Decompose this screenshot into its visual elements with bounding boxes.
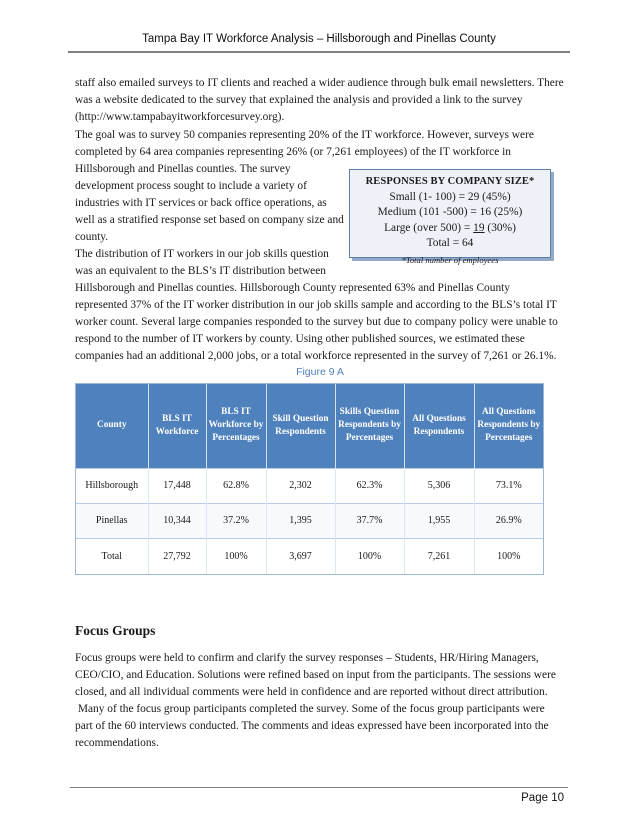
table-header-cell: All Questions Respondents by Percentages: [474, 384, 543, 468]
table-header-cell: BLS IT Workforce: [148, 384, 206, 468]
table-cell: 10,344: [148, 503, 206, 538]
callout-large-suffix: (30%): [484, 221, 516, 234]
table-cell: 5,306: [404, 468, 474, 503]
table-cell: 2,302: [266, 468, 335, 503]
section-heading-focus-groups: Focus Groups: [75, 623, 156, 638]
table-row: [76, 468, 543, 503]
table-cell: 100%: [474, 539, 543, 574]
table-cell: 27,792: [148, 539, 206, 574]
callout-title: RESPONSES BY COMPANY SIZE*: [365, 176, 535, 187]
table-cell: 17,448: [148, 468, 206, 503]
table-row: [76, 503, 543, 538]
table-header-cell: Skills Question Respondents by Percentages: [335, 384, 404, 468]
table-cell: 73.1%: [474, 468, 543, 503]
table-cell: Total: [76, 539, 148, 574]
paragraph-focus-groups: [75, 650, 565, 752]
table-cell: 37.2%: [206, 503, 266, 538]
table-header-row: [76, 384, 543, 468]
table-cell: 1,955: [404, 503, 474, 538]
table-header-cell: Skill Question Respondents: [266, 384, 335, 468]
footer-divider: [70, 787, 568, 788]
table-cell: 37.7%: [335, 503, 404, 538]
paragraph-survey-goal-continued: Hillsborough and Pinellas counties. The survey development process sought to include a variety of industries with IT services or back office operations, as well as a stratified response set based on company size and county.: [75, 163, 344, 243]
page-number: Page 10: [521, 792, 564, 804]
focus-text-part2: Many of the focus group participants completed the survey. Some of the focus group participants were part of the 60 interviews conducted. The comments and ideas expressed have been incorporated into the recommendations.: [75, 703, 549, 749]
callout-total: Total = 64: [426, 237, 474, 249]
table-cell: 7,261: [404, 539, 474, 574]
table-cell: Hillsborough: [76, 468, 148, 503]
callout-medium: Medium (101 -500) = 16 (25%): [377, 206, 523, 218]
callout-large: [350, 221, 550, 237]
paragraph-survey-distribution: staff also emailed surveys to IT clients and reached a wider audience through bulk email newsletters. There was a website dedicated to the survey that explained the analysis and provided a link to the survey (http://www.tampabayitworkforcesurvey.org).: [75, 77, 564, 123]
callout-footnote: *Total number of employees: [401, 254, 499, 265]
table-header-cell: County: [76, 384, 148, 468]
callout-small: Small (1- 100) = 29 (45%): [389, 190, 511, 203]
callout-large-prefix: Large (over 500) =: [384, 221, 474, 234]
table-cell: 100%: [335, 539, 404, 574]
table-header-cell: BLS IT Workforce by Percentages: [206, 384, 266, 468]
table-row: [76, 539, 543, 574]
callout-large-count: 19: [473, 221, 485, 234]
focus-text-part1: Focus groups were held to confirm and clarify the survey responses – Students, HR/Hiring Managers, CEO/CIO, and Education. Solutions were refined based on input from the participants. The sessions were closed, and all individual comments were held in confidence and are reported without direct attribution.: [75, 652, 556, 698]
table-cell: Pinellas: [76, 503, 148, 538]
company-size-callout: [349, 169, 551, 265]
table-cell: 62.3%: [335, 468, 404, 503]
table-cell: 3,697: [266, 539, 335, 574]
paragraph-distribution-continued: Hillsborough and Pinellas counties. Hillsborough County represented 63% and Pinellas County represented 37% of the IT worker distribution in our job skills sample and according to the BLS’s total IT worker count. Several large companies responded to the survey but due to company policy were unable to respond to the number of IT workers by county. Using other published sources, we estimated these companies had an additional 2,000 jobs, or a total workforce represented in the survey of 7,261 or 26.1%.: [75, 282, 558, 362]
table-header-cell: All Questions Respondents: [404, 384, 474, 468]
paragraph-distribution: The distribution of IT workers in our job skills question was an equivalent to the BLS’s IT distribution between: [75, 248, 329, 277]
header-divider: [68, 51, 570, 53]
running-header: Tampa Bay IT Workforce Analysis – Hillsborough and Pinellas County: [142, 33, 496, 45]
table-cell: 62.8%: [206, 468, 266, 503]
paragraph-survey-goal: The goal was to survey 50 companies representing 20% of the IT workforce. However, surveys were completed by 64 area companies representing 26% (or 7,261 employees) of the IT workforce in: [75, 129, 534, 158]
table-cell: 1,395: [266, 503, 335, 538]
table-cell: 26.9%: [474, 503, 543, 538]
table-cell: 100%: [206, 539, 266, 574]
workforce-table: [75, 383, 544, 575]
figure-caption: Figure 9 A: [296, 366, 344, 378]
